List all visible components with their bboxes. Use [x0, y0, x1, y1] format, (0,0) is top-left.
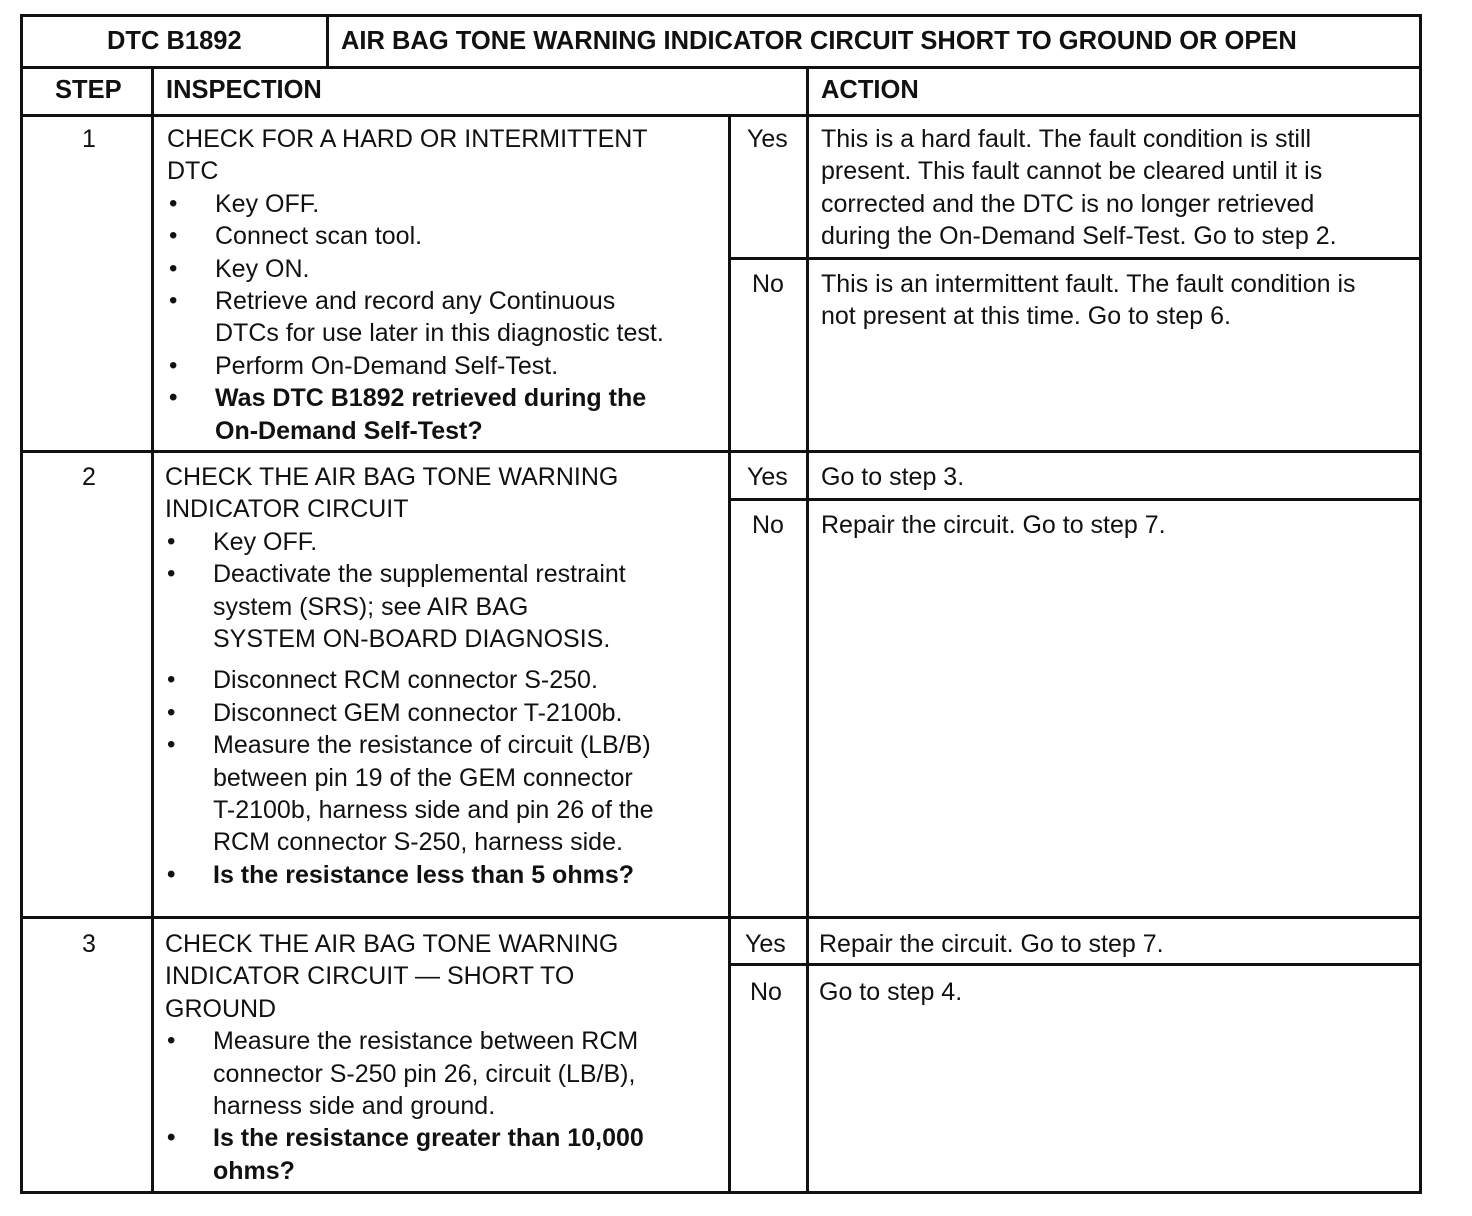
step-bullets [165, 526, 654, 891]
bullet-item: • Disconnect RCM connector S-250. [165, 664, 654, 696]
column-head-inspection: INSPECTION [166, 76, 322, 104]
rule-colheads-bottom [23, 114, 1419, 117]
step-number: 1 [82, 125, 96, 153]
step-bullets [167, 188, 664, 447]
no-label: No [752, 511, 784, 539]
no-action: Go to step 4. [819, 978, 963, 1006]
bullet-item: • Key OFF. [165, 526, 654, 558]
yes-action: This is a hard fault. The fault condition is still present. This fault cannot be cleared until it is corrected and the DTC is no longer retrieved during the On-Demand Self-Test. Go to step 2. [821, 125, 1337, 251]
rule-step3-yes-no [728, 963, 1419, 966]
yes-label: Yes [747, 463, 788, 491]
step-title-line: CHECK THE AIR BAG TONE WARNING [165, 930, 619, 958]
yes-action: Go to step 3. [821, 463, 965, 491]
step-inspection [165, 461, 654, 891]
bullet-item: • Measure the resistance of circuit (LB/B) between pin 19 of the GEM connector T-2100b, harness side and pin 26 of the RCM connector S-250, harness side. [165, 729, 654, 859]
bullet-item: • Key ON. [167, 253, 664, 285]
bullet-item: • Perform On-Demand Self-Test. [167, 350, 664, 382]
step-number: 2 [82, 463, 96, 491]
rule-step1-yes-no [728, 257, 1419, 260]
dtc-code: DTC B1892 [107, 27, 242, 55]
dtc-title: AIR BAG TONE WARNING INDICATOR CIRCUIT SHORT TO GROUND OR OPEN [341, 27, 1297, 55]
step-title-line: CHECK FOR A HARD OR INTERMITTENT [167, 125, 648, 153]
step-title-line: INDICATOR CIRCUIT [165, 495, 409, 524]
bullet-item: • Disconnect GEM connector T-2100b. [165, 697, 654, 729]
step-number: 3 [82, 930, 96, 958]
yes-label: Yes [747, 125, 788, 153]
step-inspection [167, 123, 664, 447]
yes-action: Repair the circuit. Go to step 7. [819, 930, 1164, 958]
rule-header-bottom [23, 66, 1419, 69]
column-head-action: ACTION [821, 76, 919, 104]
rule-action-col [806, 66, 809, 1192]
step-title-line: CHECK THE AIR BAG TONE WARNING [165, 463, 619, 491]
step-title-line: DTC [167, 157, 219, 186]
rule-step1-bottom [23, 450, 1419, 453]
bullet-question: • Is the resistance less than 5 ohms? [165, 859, 654, 891]
bullet-question: • Is the resistance greater than 10,000 ohms? [165, 1122, 644, 1187]
no-label: No [750, 978, 782, 1006]
no-label: No [752, 270, 784, 298]
rule-step2-bottom [23, 916, 1419, 919]
rule-step2-yes-no [728, 498, 1419, 501]
no-action: This is an intermittent fault. The fault condition is not present at this time. Go to step 6. [821, 270, 1356, 331]
step-inspection [165, 928, 644, 1187]
step-title-line: GROUND [165, 994, 277, 1023]
rule-dtc-divider [326, 17, 329, 66]
bullet-item: • Retrieve and record any Continuous DTCs for use later in this diagnostic test. [167, 285, 664, 350]
rule-step-col [151, 66, 154, 1192]
yes-label: Yes [745, 930, 786, 958]
step-bullets [165, 1025, 644, 1187]
bullet-item: • Deactivate the supplemental restraint system (SRS); see AIR BAG SYSTEM ON-BOARD DIAGNOSIS. [165, 558, 654, 655]
rule-yesno-col [728, 114, 731, 1192]
no-action: Repair the circuit. Go to step 7. [821, 511, 1166, 539]
bullet-item: • Connect scan tool. [167, 220, 664, 252]
bullet-item: • Key OFF. [167, 188, 664, 220]
bullet-question: • Was DTC B1892 retrieved during the On-Demand Self-Test? [167, 382, 664, 447]
column-head-step: STEP [55, 76, 122, 104]
step-title-line: INDICATOR CIRCUIT — SHORT TO [165, 962, 575, 991]
bullet-item: • Measure the resistance between RCM connector S-250 pin 26, circuit (LB/B), harness side and ground. [165, 1025, 644, 1122]
dtc-table [20, 14, 1422, 1194]
